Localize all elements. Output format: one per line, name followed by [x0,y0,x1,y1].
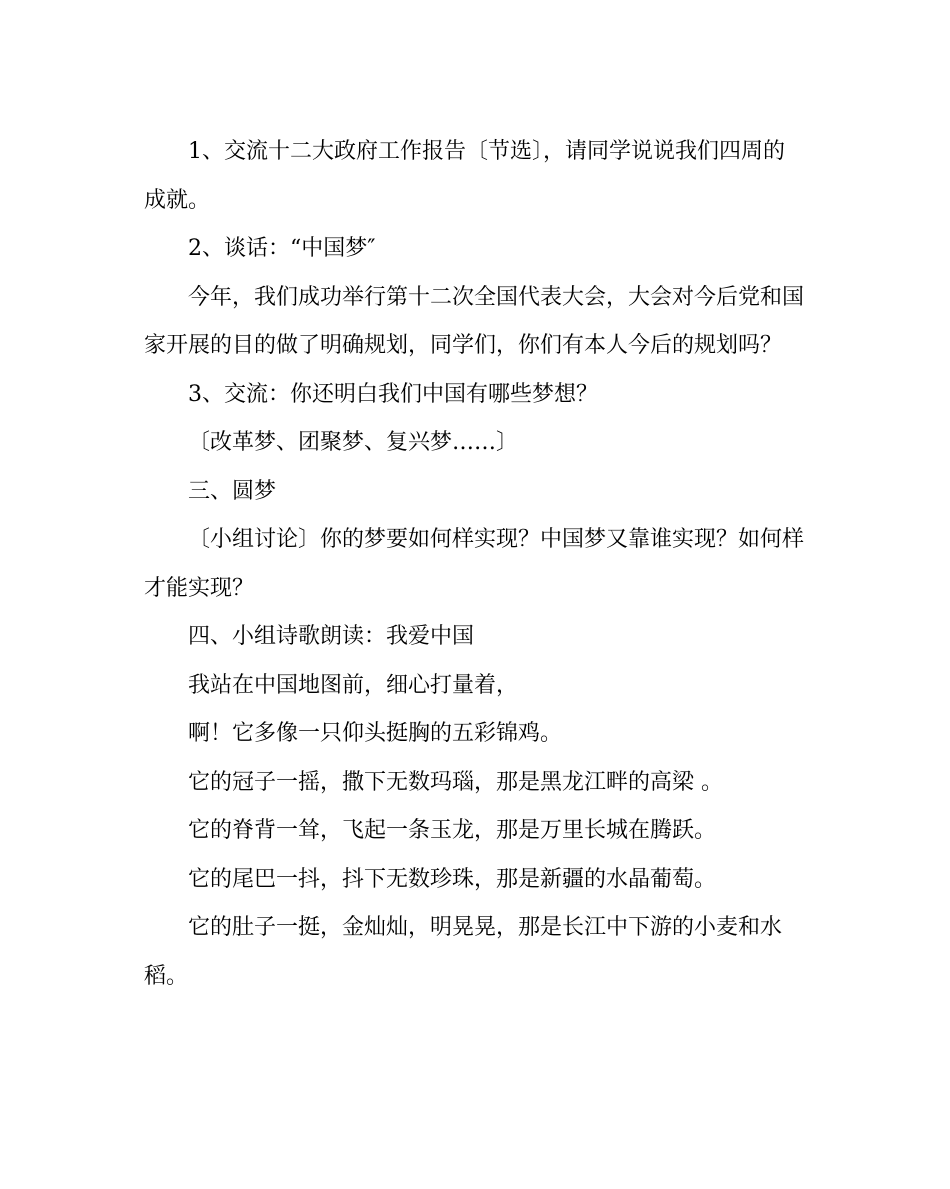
paragraph-this-year: 今年，我们成功举行第十二次全国代表大会，大会对今后党和国家开展的目的做了明确规划，同学们，你们有本人今后的规划吗？ [144,284,805,358]
poem-line-3: 它的冠子一摇，撒下无数玛瑙，那是黑龙江畔的高梁 。 [188,769,723,795]
paragraph-talk-china-dream: 2、谈话：“中国梦″ [188,236,376,261]
poem-line-5: 它的尾巴一抖，抖下无数珍珠，那是新疆的水晶葡萄。 [188,866,717,892]
poem-line-4: 它的脊背一耸，飞起一条玉龙，那是万里长城在腾跃。 [188,818,717,843]
section-heading-poem-reading: 四、小组诗歌朗读：我爱中国 [188,624,475,649]
paragraph-dream-list: 〔改革梦、团聚梦、复兴梦……〕 [188,430,519,455]
section-heading-fulfill-dream: 三、圆梦 [188,478,277,504]
paragraph-exchange-report: 1、交流十二大政府工作报告〔节选〕，请同学说说我们四周的成就。 [144,139,785,213]
poem-line-2: 啊！它多像一只仰头挺胸的五彩锦鸡。 [188,721,563,746]
paragraph-exchange-dreams: 3、交流：你还明白我们中国有哪些梦想？ [188,381,598,407]
poem-line-1: 我站在中国地图前，细心打量着， [188,672,519,698]
poem-line-6: 它的肚子一挺，金灿灿，明晃晃，那是长江中下游的小麦和水稻。 [144,915,783,989]
paragraph-group-discussion: 〔小组讨论〕你的梦要如何样实现？中国梦又靠谁实现？如何样才能实现？ [144,527,805,601]
document-body [144,128,804,1001]
